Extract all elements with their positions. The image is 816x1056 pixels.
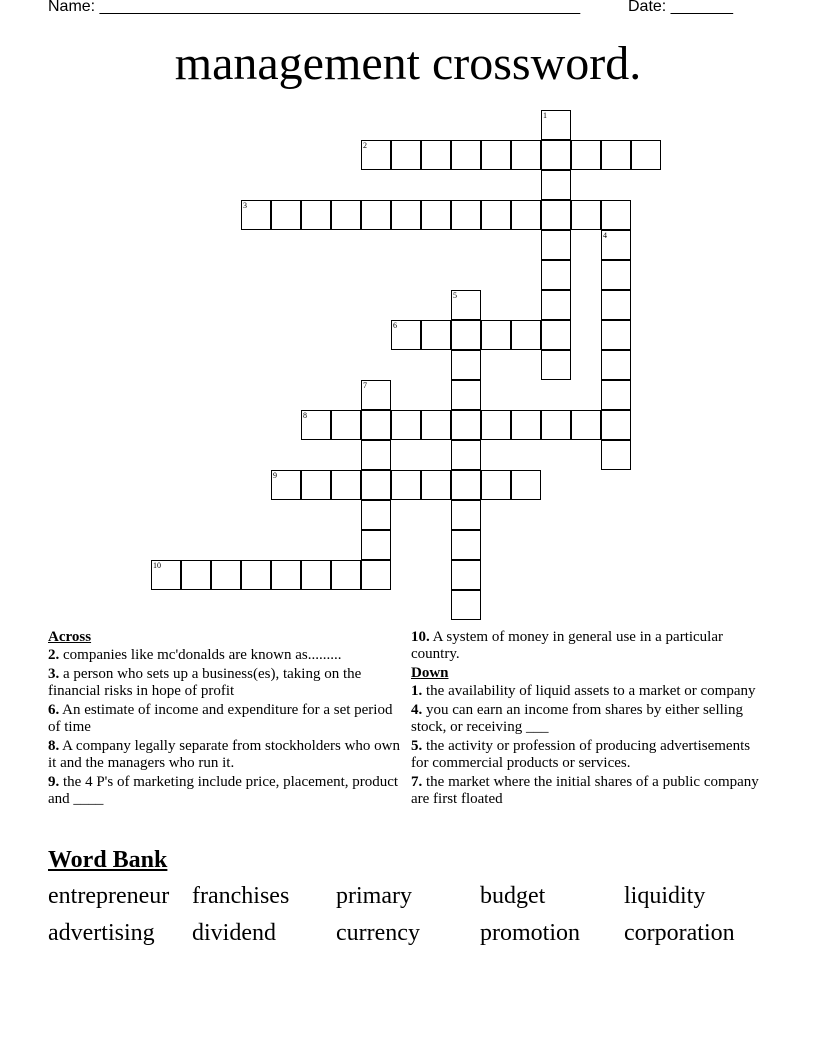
- crossword-cell[interactable]: [541, 410, 571, 440]
- crossword-cell[interactable]: [391, 470, 421, 500]
- crossword-cell[interactable]: [421, 470, 451, 500]
- crossword-cell[interactable]: [451, 500, 481, 530]
- crossword-cell[interactable]: [481, 470, 511, 500]
- word-bank-item: dividend: [192, 920, 276, 946]
- crossword-cell[interactable]: [361, 140, 391, 170]
- crossword-cell[interactable]: [541, 170, 571, 200]
- clue-across-2: 2. companies like mc'donalds are known as.........: [48, 647, 342, 663]
- crossword-cell[interactable]: [601, 410, 631, 440]
- crossword-cell[interactable]: [451, 350, 481, 380]
- crossword-cell[interactable]: [361, 200, 391, 230]
- crossword-cell[interactable]: [571, 410, 601, 440]
- crossword-cell[interactable]: [601, 200, 631, 230]
- crossword-cell[interactable]: [541, 260, 571, 290]
- crossword-cell[interactable]: [601, 320, 631, 350]
- crossword-cell[interactable]: [301, 410, 331, 440]
- crossword-cell[interactable]: [451, 380, 481, 410]
- crossword-cell[interactable]: [421, 320, 451, 350]
- crossword-cell[interactable]: [571, 140, 601, 170]
- crossword-cell[interactable]: [541, 350, 571, 380]
- clue-number: 6: [393, 321, 397, 330]
- crossword-cell[interactable]: [511, 140, 541, 170]
- crossword-cell[interactable]: [181, 560, 211, 590]
- page-title: management crossword.: [174, 37, 642, 90]
- word-bank-title: Word Bank: [48, 847, 168, 873]
- clue-number: 3: [243, 201, 247, 210]
- crossword-cell[interactable]: [481, 200, 511, 230]
- crossword-cell[interactable]: [241, 560, 271, 590]
- date-field-line: Date: _______: [628, 0, 733, 15]
- crossword-cell[interactable]: [451, 530, 481, 560]
- clue-number: 8: [303, 411, 307, 420]
- crossword-cell[interactable]: [451, 320, 481, 350]
- crossword-cell[interactable]: [331, 470, 361, 500]
- crossword-cell[interactable]: [391, 200, 421, 230]
- crossword-cell[interactable]: [361, 440, 391, 470]
- crossword-cell[interactable]: [391, 410, 421, 440]
- word-bank-item: currency: [336, 920, 420, 946]
- clue-across-8: 8. A company legally separate from stockholders who own it and the managers who run it.: [48, 738, 401, 771]
- clues-column-right: [411, 629, 771, 810]
- crossword-cell[interactable]: [541, 140, 571, 170]
- down-heading: Down: [411, 665, 449, 681]
- word-bank-item: budget: [480, 883, 546, 909]
- crossword-cell[interactable]: [331, 560, 361, 590]
- crossword-cell[interactable]: [511, 320, 541, 350]
- crossword-cell[interactable]: [541, 290, 571, 320]
- crossword-cell[interactable]: [151, 560, 181, 590]
- crossword-cell[interactable]: [511, 470, 541, 500]
- word-bank-item: promotion: [480, 920, 580, 946]
- crossword-cell[interactable]: [601, 260, 631, 290]
- clue-number: 1: [543, 111, 547, 120]
- clue-number: 9: [273, 471, 277, 480]
- clues-column-left: [48, 629, 408, 810]
- word-bank-item: corporation: [624, 920, 735, 946]
- clue-down-7: 7. the market where the initial shares of a public company are first floated: [411, 774, 759, 807]
- crossword-cell[interactable]: [541, 230, 571, 260]
- crossword-cell[interactable]: [361, 530, 391, 560]
- crossword-cell[interactable]: [271, 560, 301, 590]
- clue-across-6: 6. An estimate of income and expenditure for a set period of time: [48, 702, 393, 735]
- crossword-cell[interactable]: [541, 110, 571, 140]
- crossword-cell[interactable]: [601, 380, 631, 410]
- crossword-cell[interactable]: [451, 140, 481, 170]
- word-bank-item: franchises: [192, 883, 290, 909]
- crossword-cell[interactable]: [421, 140, 451, 170]
- crossword-cell[interactable]: [421, 200, 451, 230]
- clue-down-4: 4. you can earn an income from shares by either selling stock, or receiving ___: [411, 702, 743, 735]
- crossword-cell[interactable]: [451, 590, 481, 620]
- crossword-cell[interactable]: [301, 470, 331, 500]
- crossword-cell[interactable]: [451, 560, 481, 590]
- crossword-cell[interactable]: [511, 410, 541, 440]
- clue-across-9: 9. the 4 P's of marketing include price, placement, product and ____: [48, 774, 399, 807]
- clue-number: 7: [363, 381, 367, 390]
- crossword-cell[interactable]: [391, 140, 421, 170]
- crossword-cell[interactable]: [361, 500, 391, 530]
- crossword-cell[interactable]: [451, 440, 481, 470]
- crossword-cell[interactable]: [331, 410, 361, 440]
- crossword-cell[interactable]: [601, 350, 631, 380]
- crossword-cell[interactable]: [241, 200, 271, 230]
- clue-number: 5: [453, 291, 457, 300]
- clue-number: 4: [603, 231, 607, 240]
- crossword-cell[interactable]: [451, 200, 481, 230]
- clue-down-5: 5. the activity or profession of producing advertisements for commercial products or services.: [411, 738, 751, 771]
- crossword-cell[interactable]: [631, 140, 661, 170]
- clue-across-3: 3. a person who sets up a business(es), taking on the financial risks in hope of profit: [48, 666, 362, 699]
- crossword-cell[interactable]: [601, 440, 631, 470]
- word-bank-item: primary: [336, 883, 412, 909]
- crossword-cell[interactable]: [301, 200, 331, 230]
- crossword-cell[interactable]: [451, 470, 481, 500]
- crossword-cell[interactable]: [421, 410, 451, 440]
- clue-number: 10: [153, 561, 161, 570]
- crossword-cell[interactable]: [211, 560, 241, 590]
- crossword-cell[interactable]: [481, 320, 511, 350]
- crossword-cell[interactable]: [601, 140, 631, 170]
- crossword-cell[interactable]: [301, 560, 331, 590]
- clue-number: 2: [363, 141, 367, 150]
- crossword-cell[interactable]: [331, 200, 361, 230]
- crossword-cell[interactable]: [601, 230, 631, 260]
- crossword-cell[interactable]: [361, 560, 391, 590]
- crossword-cell[interactable]: [601, 290, 631, 320]
- crossword-cell[interactable]: [361, 380, 391, 410]
- crossword-cell[interactable]: [541, 200, 571, 230]
- across-heading: Across: [48, 629, 92, 645]
- name-field-line: Name: ______________________________________________________: [48, 0, 581, 15]
- crossword-cell[interactable]: [481, 410, 511, 440]
- crossword-cell[interactable]: [451, 410, 481, 440]
- crossword-cell[interactable]: [481, 140, 511, 170]
- word-bank-item: entrepreneur: [48, 883, 170, 909]
- crossword-cell[interactable]: [451, 290, 481, 320]
- crossword-cell[interactable]: [541, 320, 571, 350]
- crossword-cell[interactable]: [271, 470, 301, 500]
- word-bank-list: [48, 882, 788, 948]
- crossword-cell[interactable]: [511, 200, 541, 230]
- clue-down-1: 1. the availability of liquid assets to a market or company: [411, 683, 756, 699]
- word-bank-item: liquidity: [624, 883, 706, 909]
- crossword-cell[interactable]: [271, 200, 301, 230]
- crossword-cell[interactable]: [361, 470, 391, 500]
- crossword-cell[interactable]: [571, 200, 601, 230]
- crossword-cell[interactable]: [361, 410, 391, 440]
- crossword-cell[interactable]: [391, 320, 421, 350]
- clue-across-10: 10. A system of money in general use in a particular country.: [411, 629, 724, 662]
- word-bank-item: advertising: [48, 920, 155, 946]
